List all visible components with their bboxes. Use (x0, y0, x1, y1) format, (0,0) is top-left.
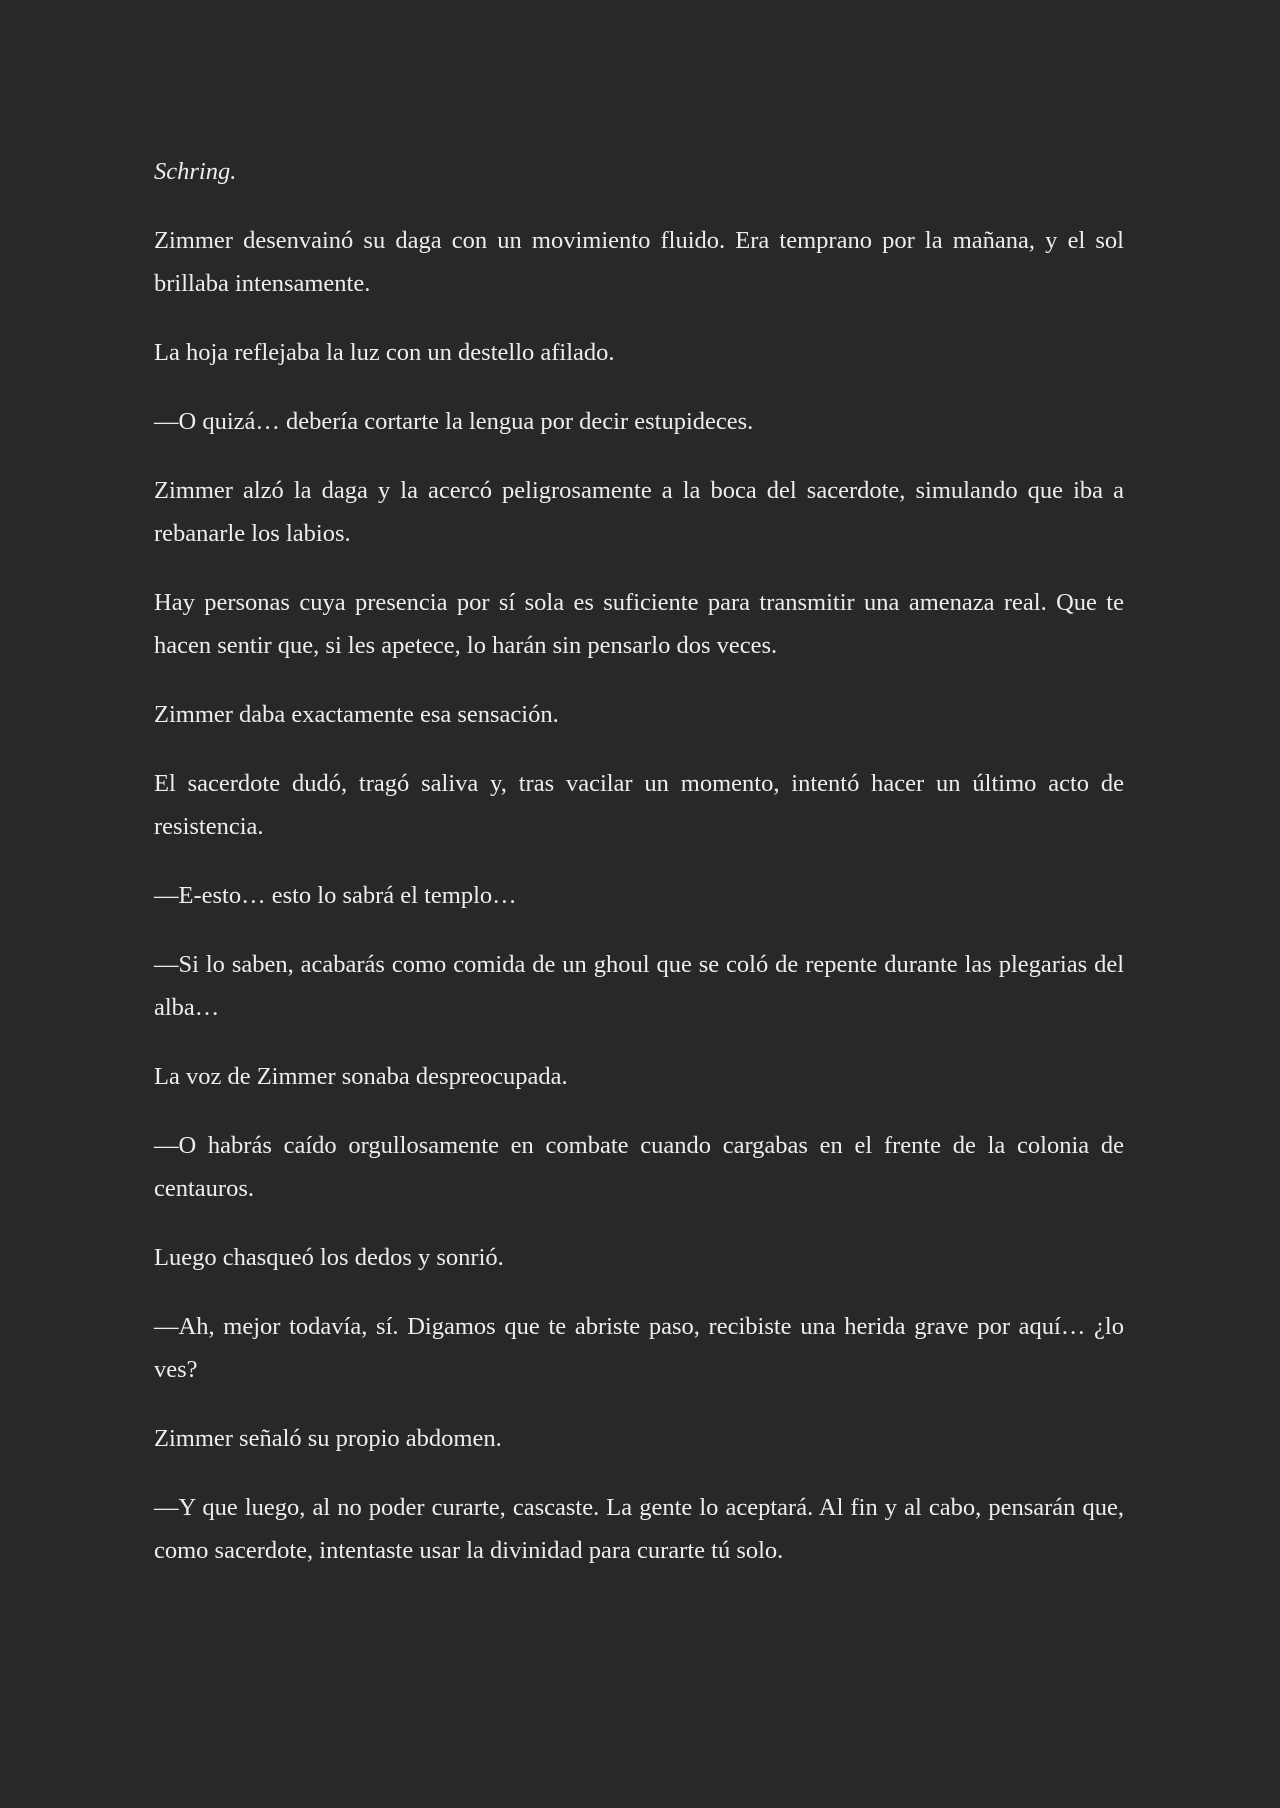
paragraph: Zimmer desenvainó su daga con un movimiento fluido. Era temprano por la mañana, y el sol brillaba intensamente. (154, 227, 1124, 297)
paragraph-sound-effect: Schring. (154, 158, 237, 185)
dialogue-paragraph: —Si lo saben, acabarás como comida de un ghoul que se coló de repente durante las plegarias del alba… (154, 951, 1124, 1021)
reader-page (154, 150, 1124, 1598)
paragraph: Zimmer señaló su propio abdomen. (154, 1425, 502, 1452)
paragraph: Hay personas cuya presencia por sí sola es suficiente para transmitir una amenaza real. Que te hacen sentir que, si les apetece, lo harán sin pensarlo dos veces. (154, 589, 1124, 659)
dialogue-paragraph: —E-esto… esto lo sabrá el templo… (154, 882, 517, 909)
paragraph: La hoja reflejaba la luz con un destello afilado. (154, 339, 615, 366)
paragraph: La voz de Zimmer sonaba despreocupada. (154, 1063, 568, 1090)
dialogue-paragraph: —Ah, mejor todavía, sí. Digamos que te abriste paso, recibiste una herida grave por aquí… ¿lo ves? (154, 1313, 1124, 1383)
paragraph: Zimmer daba exactamente esa sensación. (154, 701, 559, 728)
paragraph: Luego chasqueó los dedos y sonrió. (154, 1244, 504, 1271)
dialogue-paragraph: —Y que luego, al no poder curarte, cascaste. La gente lo aceptará. Al fin y al cabo, pensarán que, como sacerdote, intentaste usar la divinidad para curarte tú solo. (154, 1494, 1124, 1564)
paragraph: El sacerdote dudó, tragó saliva y, tras vacilar un momento, intentó hacer un último acto de resistencia. (154, 770, 1124, 840)
dialogue-paragraph: —O habrás caído orgullosamente en combate cuando cargabas en el frente de la colonia de centauros. (154, 1132, 1124, 1202)
dialogue-paragraph: —O quizá… debería cortarte la lengua por decir estupideces. (154, 408, 754, 435)
paragraph: Zimmer alzó la daga y la acercó peligrosamente a la boca del sacerdote, simulando que iba a rebanarle los labios. (154, 477, 1124, 547)
